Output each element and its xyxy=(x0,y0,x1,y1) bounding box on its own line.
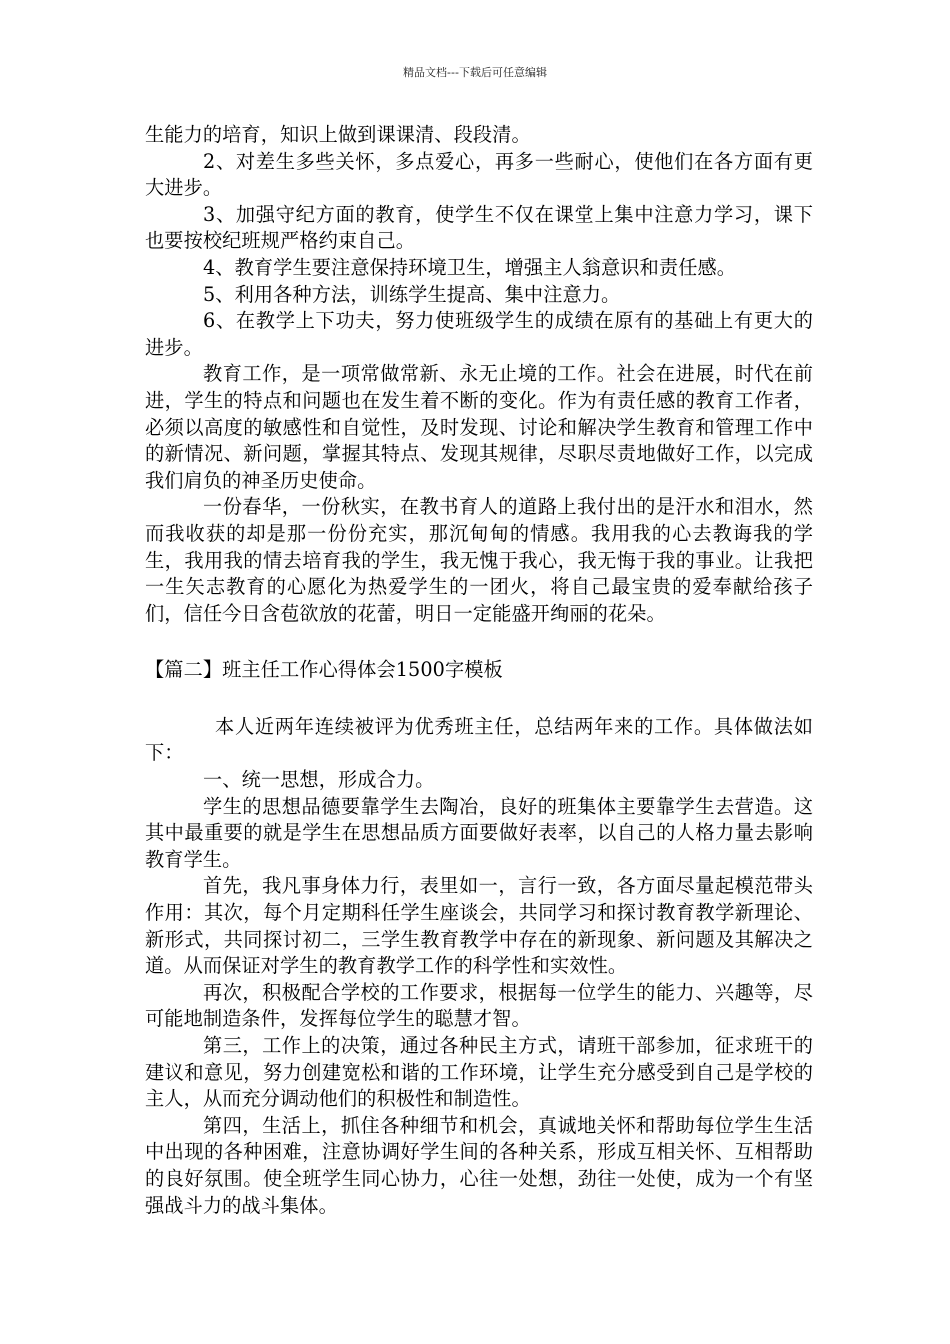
page-header: 精品文档---下载后可任意编辑 xyxy=(403,66,547,79)
paragraph: 教育工作，是一项常做常新、永无止境的工作。社会在进展，时代在前进，学生的特点和问题也在发生着不断的变化。作为有责任感的教育工作者，必须以高度的敏感性和自觉性，及时发现、讨论和解决学生教育和管理工作中的新情况、新问题，掌握其特点、发现其规律，尽职尽责地做好工作，以完成我们肩负的神圣历史使命。 xyxy=(145,362,813,492)
paragraph: 一、统一思想，形成合力。 xyxy=(203,768,435,792)
paragraph: 首先，我凡事身体力行，表里如一，言行一致，各方面尽量起模范带头作用：其次，每个月定期科任学生座谈会，共同学习和探讨教育教学新理论、新形式，共同探讨初二，三学生教育教学中存在的新现象、新问题及其解决之道。从而保证对学生的教育教学工作的科学性和实效性。 xyxy=(145,874,813,978)
paragraph: 5、利用各种方法，训练学生提高、集中注意力。 xyxy=(203,282,621,306)
paragraph: 6、在教学上下功夫，努力使班级学生的成绩在原有的基础上有更大的进步。 xyxy=(145,309,813,359)
paragraph: 一份春华，一份秋实，在教书育人的道路上我付出的是汗水和泪水，然而我收获的却是那一份份充实，那沉甸甸的情感。我用我的心去教诲我的学生，我用我的情去培育我的学生，我无愧于我心，我无悔于我的事业。让我把一生矢志教育的心愿化为热爱学生的一团火，将自己最宝贵的爱奉献给孩子们，信任今日含苞欲放的花蕾，明日一定能盛开绚丽的花朵。 xyxy=(145,495,813,625)
paragraph: 4、教育学生要注意保持环境卫生，增强主人翁意识和责任感。 xyxy=(203,255,737,279)
document-body xyxy=(145,122,813,1219)
section-title: 【篇二】班主任工作心得体会1500字模板 xyxy=(145,658,503,682)
paragraph: 本人近两年连续被评为优秀班主任，总结两年来的工作。具体做法如下： xyxy=(145,714,813,765)
paragraph: 第四，生活上，抓住各种细节和机会，真诚地关怀和帮助每位学生生活中出现的各种困难，注意协调好学生间的各种关系，形成互相关怀、互相帮助的良好氛围。使全班学生同心协力，心往一处想，劲往一处使，成为一个有坚强战斗力的战斗集体。 xyxy=(145,1113,813,1217)
paragraph: 第三，工作上的决策，通过各种民主方式，请班干部参加，征求班干的建议和意见，努力创建宽松和谐的工作环境，让学生充分感受到自己是学校的主人，从而充分调动他们的积极性和制造性。 xyxy=(145,1034,813,1111)
paragraph: 学生的思想品德要靠学生去陶冶，良好的班集体主要靠学生去营造。这其中最重要的就是学生在思想品质方面要做好表率，以自己的人格力量去影响教育学生。 xyxy=(145,794,813,871)
paragraph: 3、加强守纪方面的教育，使学生不仅在课堂上集中注意力学习，课下也要按校纪班规严格约束自己。 xyxy=(145,202,813,253)
paragraph: 生能力的培育，知识上做到课课清、段段清。 xyxy=(145,123,531,146)
paragraph: 2、对差生多些关怀，多点爱心，再多一些耐心，使他们在各方面有更大进步。 xyxy=(145,149,813,200)
paragraph: 再次，积极配合学校的工作要求，根据每一位学生的能力、兴趣等，尽可能地制造条件，发挥每位学生的聪慧才智。 xyxy=(145,980,813,1031)
